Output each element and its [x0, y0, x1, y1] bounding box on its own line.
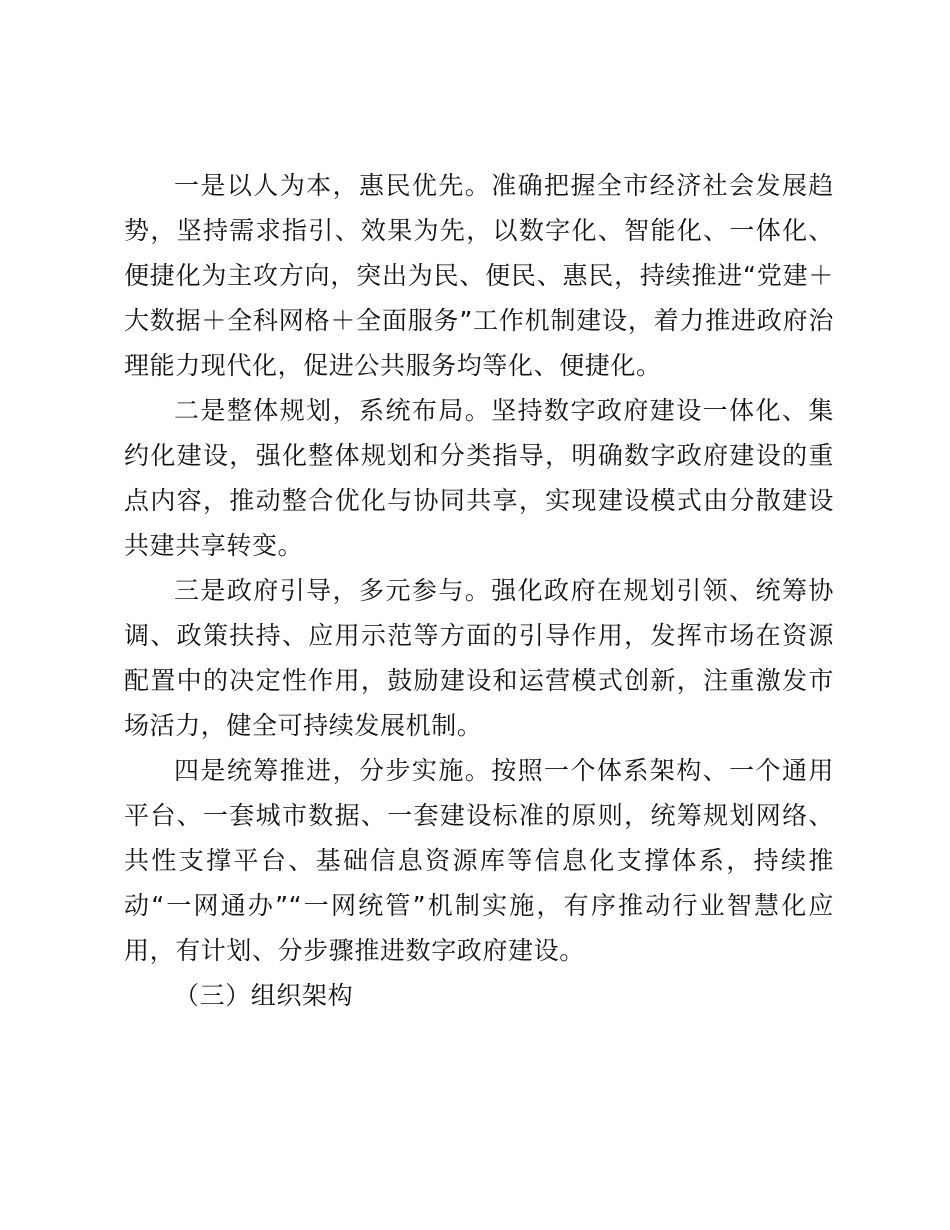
- section-heading-organization: （三）组织架构: [174, 981, 354, 1010]
- paragraph-government-guidance: 三是政府引导，多元参与。强化政府在规划引领、统筹协调、政策扶持、应用示范等方面的引导作用，发挥市场在资源配置中的决定性作用，鼓励建设和运营模式创新，注重激发市场活力，健全可持续发展机制。: [124, 576, 834, 740]
- document-body: [124, 163, 834, 1018]
- paragraph-coordinated-promotion: 四是统筹推进，分步实施。按照一个体系架构、一个通用平台、一套城市数据、一套建设标准的原则，统筹规划网络、共性支撑平台、基础信息资源库等信息化支撑体系，持续推动“一网通办”“一网统管”机制实施，有序推动行业智慧化应用，有计划、分步骤推进数字政府建设。: [124, 756, 834, 965]
- paragraph-overall-planning: 二是整体规划，系统布局。坚持数字政府建设一体化、集约化建设，强化整体规划和分类指导，明确数字政府建设的重点内容，推动整合优化与协同共享，实现建设模式由分散建设共建共享转变。: [124, 396, 834, 560]
- paragraph-people-oriented: 一是以人为本，惠民优先。准确把握全市经济社会发展趋势，坚持需求指引、效果为先，以数字化、智能化、一体化、便捷化为主攻方向，突出为民、便民、惠民，持续推进“党建＋大数据＋全科网格＋全面服务”工作机制建设，着力推进政府治理能力现代化，促进公共服务均等化、便捷化。: [124, 171, 834, 380]
